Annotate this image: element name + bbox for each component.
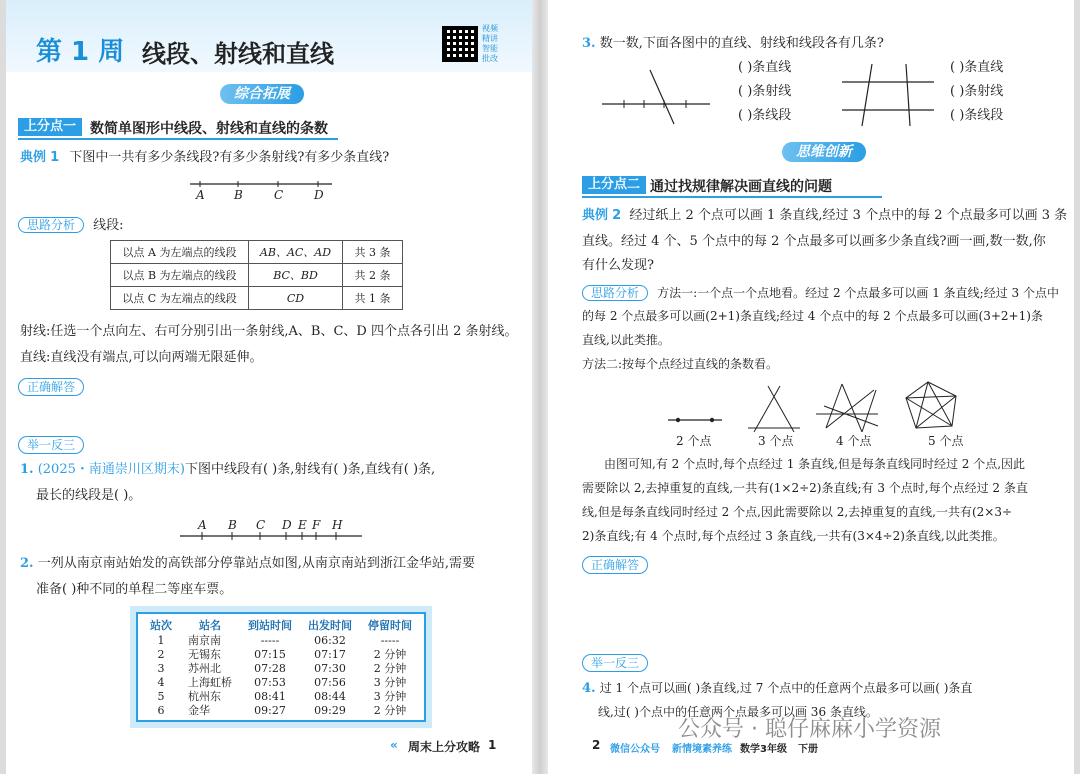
page-number: 2 — [592, 738, 601, 752]
point-label-c: C — [256, 518, 266, 532]
fill-lines-1: ( )条直线 — [738, 60, 792, 75]
question-4-line2: 线,过( )个点中的任意两个点最多可以画 36 条直线。 — [598, 705, 878, 719]
point-label-b: B — [234, 188, 243, 202]
section-band-expand: 综合拓展 — [220, 84, 304, 104]
example-2 — [582, 206, 1068, 226]
figure-parallel-lines — [838, 60, 938, 130]
point-label-b: B — [228, 518, 237, 532]
ray-explanation: 射线:任选一个点向左、右可分别引出一条射线,A、B、C、D 四个点各引出 2 条射线。 — [20, 324, 518, 339]
line-explanation: 直线:直线没有端点,可以向两端无限延伸。 — [20, 350, 263, 365]
footer-grade: 数学3年级 — [740, 744, 787, 755]
answer-label: 正确解答 — [582, 556, 648, 574]
table-row: 4 上海虹桥 07:53 07:56 3 分钟 — [157, 676, 407, 689]
qr-code-icon[interactable] — [442, 26, 478, 62]
table-row: 6 金华 09:27 09:29 2 分钟 — [157, 704, 407, 717]
question-number: 4. — [582, 681, 596, 696]
example-2-line2: 直线。经过 4 个、5 个点中的每 2 个点最多可以画多少条直线?画一画,数一数,你 — [582, 234, 1046, 249]
explanation-line2: 需要除以 2,去掉重复的直线,一共有(1×2÷2)条直线;有 3 个点时,每个点经过 2 条直 — [582, 481, 1028, 495]
footer-term: 下册 — [798, 744, 818, 755]
watermark: 公众号 · 聪仔麻麻小学资源 — [678, 717, 941, 742]
fill-lines-2: ( )条直线 — [950, 60, 1004, 75]
question-number: 1. — [20, 462, 34, 477]
table-row: 以点 B 为左端点的线段 BC、BD 共 2 条 — [111, 264, 403, 287]
analysis-row — [582, 282, 1059, 303]
question-1 — [20, 460, 520, 480]
point-tag-2: 上分点二 — [582, 176, 646, 194]
question-4 — [582, 678, 1072, 699]
right-page — [548, 0, 1074, 774]
fig-label-4: 4 个点 — [836, 434, 872, 448]
fig-label-2: 2 个点 — [676, 434, 712, 448]
question-3 — [582, 34, 884, 54]
table-row: 3 苏州北 07:28 07:30 2 分钟 — [157, 662, 407, 675]
explanation-line1: 由图可知,有 2 个点时,每个点经过 1 条直线,但是每条直线同时经过 2 个点,因此 — [604, 457, 1026, 471]
question-2 — [20, 554, 520, 574]
practice-label: 举一反三 — [18, 436, 84, 454]
footer-text: 周末上分攻略 — [408, 740, 481, 754]
question-text: 过 1 个点可以画( )条直线,过 7 个点中的任意两个点最多可以画( )条直 — [599, 681, 973, 695]
point-label-e: E — [298, 518, 307, 532]
page-number: 1 — [488, 738, 497, 752]
point-label-c: C — [274, 188, 284, 202]
underline — [18, 138, 338, 140]
fill-rays-1: ( )条射线 — [738, 84, 792, 99]
point-label-a: A — [196, 188, 205, 202]
fill-rays-2: ( )条射线 — [950, 84, 1004, 99]
train-timetable — [130, 606, 432, 728]
method-2: 方法二:按每个点经过直线的条数看。 — [582, 357, 779, 371]
example-label: 典例 — [582, 208, 609, 223]
footer-chevron-icon: « — [390, 738, 398, 752]
example-2-line3: 有什么发现? — [582, 258, 654, 273]
footer-brand: 微信公众号 — [610, 744, 660, 755]
question-number: 2. — [20, 556, 34, 571]
fill-segments-1: ( )条线段 — [738, 108, 792, 123]
point-label-h: H — [332, 518, 343, 532]
fill-segments-2: ( )条线段 — [950, 108, 1004, 123]
explanation-line3: 线,但是每条直线同时经过 2 个点,因此需要除以 2,去掉重复的直线,一共有(2×3÷ — [582, 505, 1013, 519]
example-number: 1 — [50, 150, 60, 165]
point-title-1: 数简单图形中线段、射线和直线的条数 — [90, 121, 328, 137]
table-row: 2 无锡东 07:15 07:17 2 分钟 — [157, 648, 407, 661]
method-1-line2: 的每 2 个点最多可以画(2+1)条直线;经过 4 个点中的每 2 个点最多可以画(3+2+1)条 — [582, 309, 1043, 323]
page-title: 线段、射线和直线 — [142, 40, 334, 68]
point-label-d: D — [314, 188, 324, 202]
example-label: 典例 — [20, 150, 47, 165]
footer-series: 新情境素养练 — [672, 744, 732, 755]
analysis-label: 思路分析 — [582, 285, 648, 301]
example-number: 2 — [612, 208, 622, 223]
example-1 — [20, 148, 389, 168]
segment-table — [110, 240, 403, 310]
table-header-row: 站次 站名 到站时间 出发时间 停留时间 — [150, 619, 412, 632]
table-row: 1 南京南 ----- 06:32 ----- — [157, 634, 400, 647]
point-title-2: 通过找规律解决画直线的问题 — [650, 179, 832, 195]
question-number: 3. — [582, 36, 596, 51]
fig-label-3: 3 个点 — [758, 434, 794, 448]
method-1-line1: 方法一:一个点一个点地看。经过 2 个点最多可以画 1 条直线;经过 3 个点中 — [657, 286, 1059, 300]
figure-point-lines — [666, 380, 986, 432]
practice-label: 举一反三 — [582, 654, 648, 672]
question-2-line2: 准备( )种不同的单程二等座车票。 — [36, 582, 233, 597]
analysis-label: 思路分析 — [18, 217, 84, 233]
table-row: 5 杭州东 08:41 08:44 3 分钟 — [157, 690, 407, 703]
qr-caption: 视频精讲智能批改 — [482, 24, 498, 63]
explanation-line4: 2)条直线;有 4 个点时,每个点经过 3 条直线,一共有(3×4÷2)条直线,以此类推。 — [582, 529, 1005, 543]
left-page — [6, 0, 532, 774]
table-row: 以点 A 为左端点的线段 AB、AC、AD 共 3 条 — [111, 241, 403, 264]
point-tag-1: 上分点一 — [18, 118, 82, 136]
question-1-line2: 最长的线段是( )。 — [36, 488, 142, 503]
fig-label-5: 5 个点 — [928, 434, 964, 448]
table-row: 以点 C 为左端点的线段 CD 共 1 条 — [111, 287, 403, 310]
page-gutter — [532, 0, 548, 774]
figure-intersecting-lines — [598, 60, 718, 130]
week-label: 第 1 周 — [36, 37, 125, 67]
point-label-f: F — [312, 518, 321, 532]
point-label-d: D — [282, 518, 292, 532]
analysis-row — [18, 214, 124, 236]
example-text: 经过纸上 2 个点可以画 1 条直线,经过 3 个点中的每 2 个点最多可以画 3 条 — [629, 208, 1068, 223]
underline — [582, 196, 882, 198]
answer-label: 正确解答 — [18, 378, 84, 396]
method-1-line3: 直线,以此类推。 — [582, 333, 670, 347]
question-text: 下图中线段有( )条,射线有( )条,直线有( )条, — [184, 462, 436, 477]
section-band-innovation: 思维创新 — [782, 142, 866, 162]
question-source: (2025・南通崇川区期末) — [37, 462, 185, 477]
question-text: 数一数,下面各图中的直线、射线和线段各有几条? — [599, 36, 884, 51]
question-text: 一列从南京南站始发的高铁部分停靠站点如图,从南京南站到浙江金华站,需要 — [37, 556, 475, 571]
point-label-a: A — [198, 518, 207, 532]
example-text: 下图中一共有多少条线段?有多少条射线?有多少条直线? — [69, 150, 390, 165]
analysis-text: 线段: — [93, 218, 124, 233]
